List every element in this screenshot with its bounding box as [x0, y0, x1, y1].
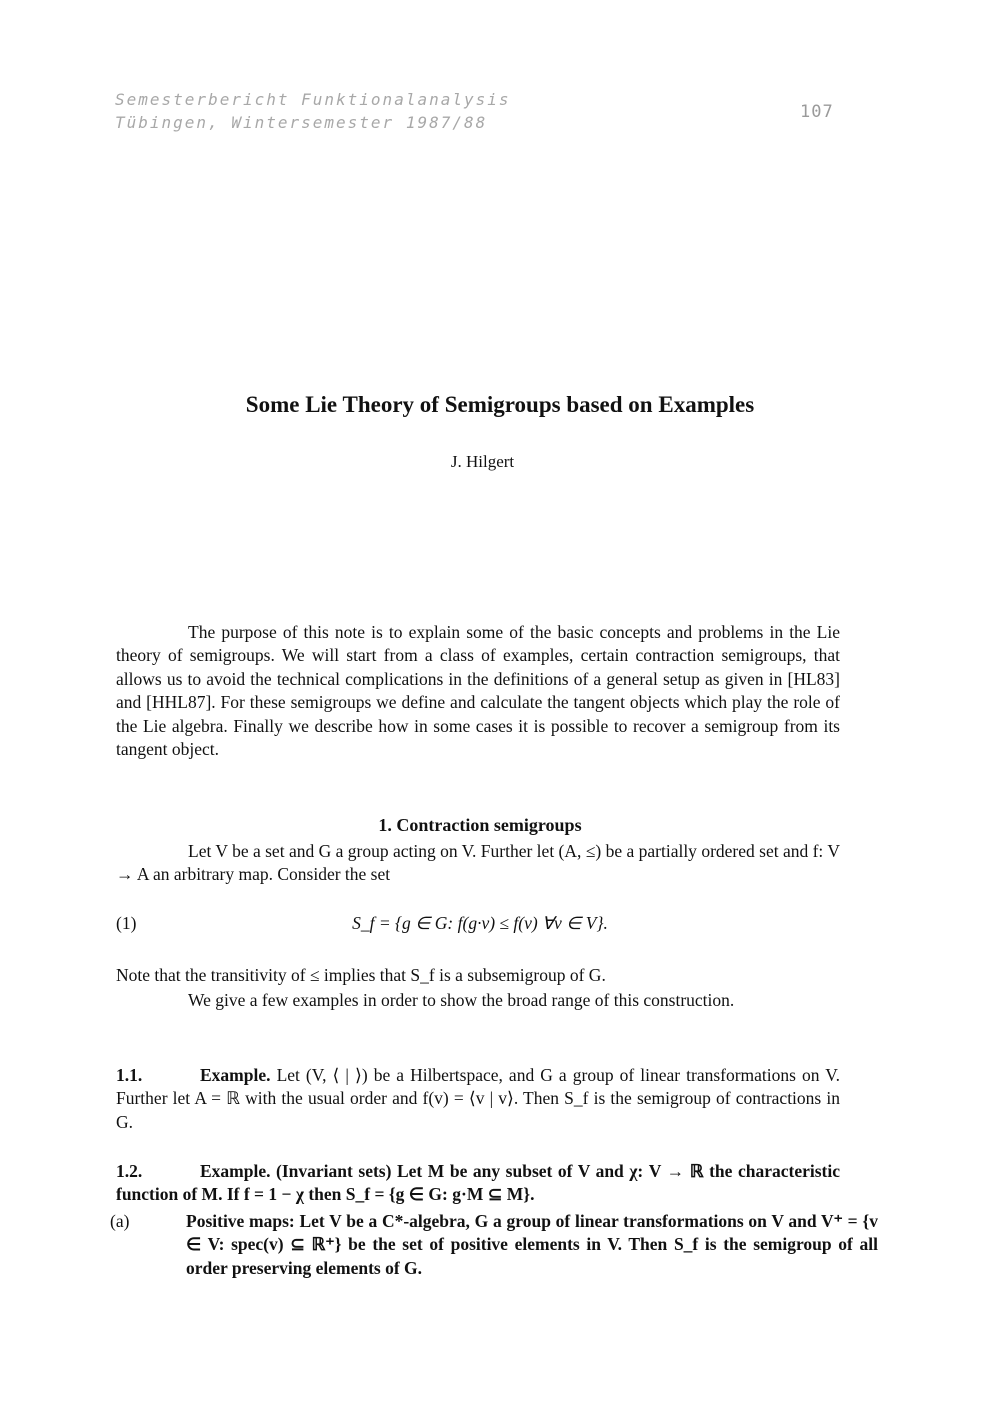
paper-title: Some Lie Theory of Semigroups based on Examples [245, 392, 755, 417]
example-1-1 [116, 1064, 840, 1134]
equation-label: (1) [116, 913, 137, 933]
header-line-2: Tübingen, Wintersemester 1987/88 [115, 113, 488, 132]
example-item-a [110, 1210, 878, 1280]
section-heading: 1. Contraction semigroups [378, 815, 582, 835]
running-header [115, 88, 511, 134]
item-label: (a) [110, 1211, 130, 1231]
example-1-2 [116, 1160, 840, 1207]
example-label: Example. [200, 1161, 271, 1181]
example-number: 1.1. [116, 1065, 143, 1085]
equation: S_f = {g ∈ G: f(g·v) ≤ f(v) ∀v ∈ V}. [352, 913, 608, 933]
abstract-paragraph: The purpose of this note is to explain some of the basic concepts and problems in the Lie theory of semigroups. We will start from a class of examples, certain contraction semigroups, that allows us to avoid the technical complications in the definitions of a general setup as given in [HL83] and [HHL87]. For these semigroups we define and calculate the tangent objects which play the role of the Lie algebra. Finally we describe how in some cases it is possible to recover a semigroup from its tangent object. [116, 622, 840, 760]
item-text: Positive maps: Let V be a C*-algebra, G a group of linear transformations on V and V⁺ = {v ∈ V: spec(v) ⊆ ℝ⁺} be the set of positive elements in V. Then S_f is the semigroup of all order preserving elements of G. [186, 1211, 878, 1278]
page-number: 107 [800, 102, 834, 122]
section-intro-paragraph: Let V be a set and G a group acting on V. Further let (A, ≤) be a partially ordered set and f: V → A an arbitrary map. Consider the set [116, 841, 840, 885]
note-paragraph: Note that the transitivity of ≤ implies that S_f is a subsemigroup of G. [116, 965, 606, 985]
example-label: Example. [200, 1065, 271, 1085]
example-text: Let (V, ⟨ | ⟩) be a Hilbertspace, and G a group of linear transformations on V. Further let A = ℝ with the usual order and f(v) = ⟨v | v⟩. Then S_f is the semigroup of contractions in G. [116, 1065, 840, 1132]
paper-author: J. Hilgert [450, 452, 515, 471]
example-number: 1.2. [116, 1161, 143, 1181]
example-text: (Invariant sets) Let M be any subset of V and χ: V → ℝ the characteristic function of M. If f = 1 − χ then S_f = {g ∈ G: g·M ⊆ M}. [116, 1161, 840, 1205]
examples-intro-paragraph: We give a few examples in order to show the broad range of this construction. [188, 990, 735, 1010]
header-line-1: Semesterbericht Funktionalanalysis [115, 90, 511, 109]
